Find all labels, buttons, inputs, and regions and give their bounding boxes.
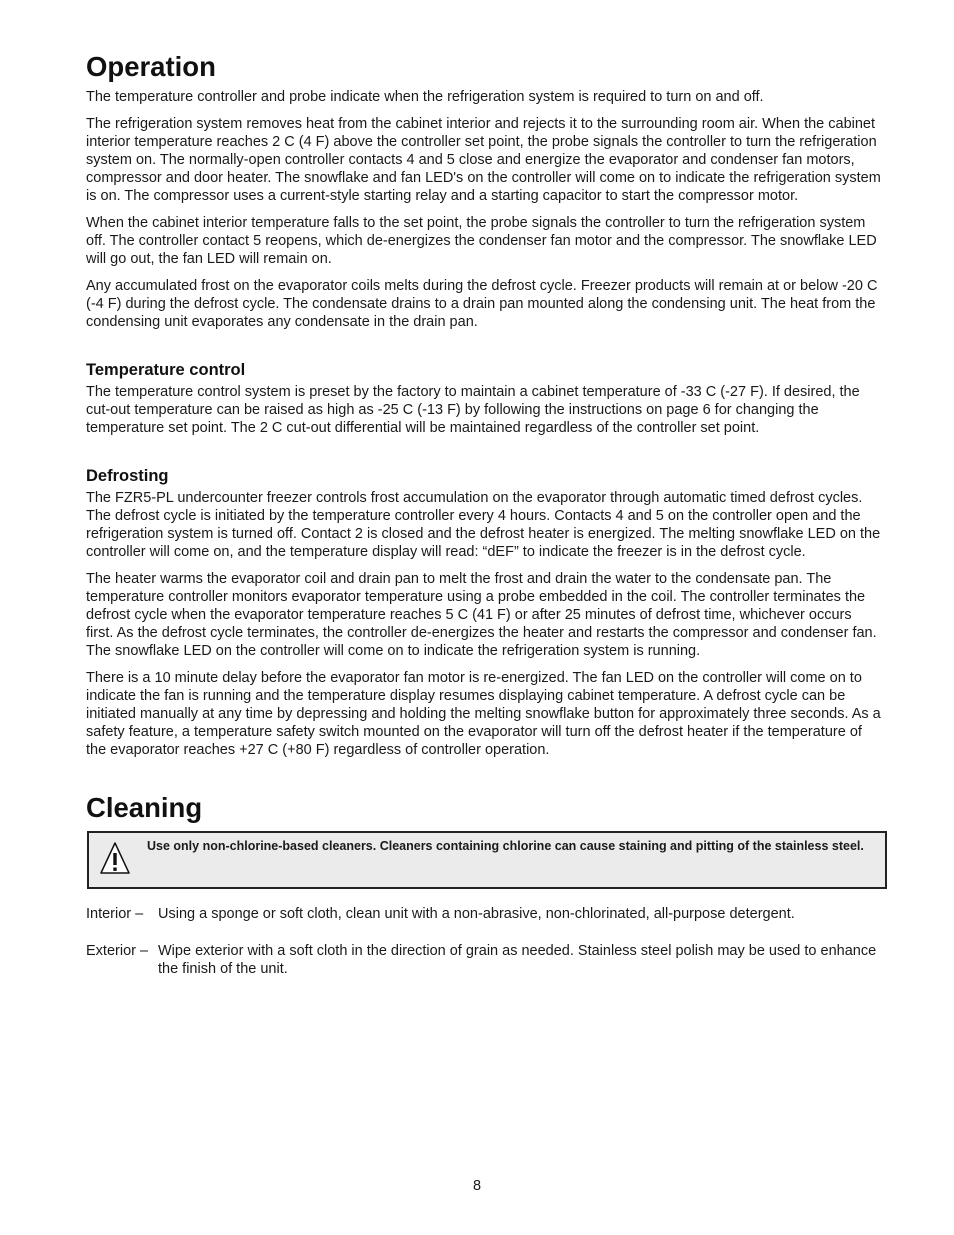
document-page <box>86 50 882 978</box>
defrosting-paragraph: The FZR5-PL undercounter freezer controls frost accumulation on the evaporator through automatic timed defrost cycles. The defrost cycle is initiated by the temperature controller every 4 hours. Contacts 4 and 5 on the controller open and the refrigeration system is turned off. Contact 2 is closed and the defrost heater is energized. The melting snowflake LED on the controller will come on, and the temperature display will read: “dEF” to indicate the freezer is in the defrost cycle. <box>86 490 881 560</box>
defrosting-paragraph: There is a 10 minute delay before the evaporator fan motor is re-energized. The fan LED on the controller will come on to indicate the fan is running and the temperature display resumes displaying cabinet temperature. A defrost cycle can be initiated manually at any time by depressing and holding the melting snowflake button for approximately three seconds. As a safety feature, a temperature safety switch mounted on the evaporator will turn off the defrost heater if the temperature of the evaporator reaches +27 C (+80 F) regardless of controller operation. <box>86 670 881 758</box>
page-number: 8 <box>472 1178 482 1194</box>
cleaning-item-label: Interior – <box>86 906 144 922</box>
operation-paragraph: Any accumulated frost on the evaporator coils melts during the defrost cycle. Freezer products will remain at or below -20 C (-4 F) during the defrost cycle. The condensate drains to a drain pan mounted along the condensing unit. The heat from the condensing unit evaporates any condensate in the drain pan. <box>86 278 878 330</box>
cleaning-item-label: Exterior – <box>86 943 149 959</box>
cleaning-heading: Cleaning <box>86 792 203 823</box>
temperature-control-heading: Temperature control <box>86 361 246 379</box>
warning-text: Use only non-chlorine-based cleaners. Cleaners containing chlorine can cause staining and pitting of the stainless steel. <box>147 839 864 853</box>
operation-paragraph: When the cabinet interior temperature falls to the set point, the probe signals the controller to turn the refrigeration system off. The controller contact 5 reopens, which de-energizes the condenser fan motor and the compressor. The snowflake LED will go out, the fan LED will remain on. <box>86 215 877 267</box>
cleaning-item-text: Using a sponge or soft cloth, clean unit with a non-abrasive, non-chlorinated, all-purpose detergent. <box>158 906 795 922</box>
cleaning-item-interior <box>86 905 882 923</box>
defrosting-heading: Defrosting <box>86 467 169 485</box>
operation-heading: Operation <box>86 51 216 82</box>
warning-triangle-icon <box>99 840 131 876</box>
cleaning-item-exterior <box>86 942 882 978</box>
defrosting-paragraph: The heater warms the evaporator coil and drain pan to melt the frost and drain the water to the condensate pan. The temperature controller monitors evaporator temperature using a probe embedded in the coil. The controller terminates the defrost cycle when the evaporator temperature reaches 5 C (41 F) or after 25 minutes of defrost time, whichever occurs first. As the defrost cycle terminates, the controller de-energizes the heater and restarts the compressor and condenser fan. The snowflake LED on the controller will come on to indicate the refrigeration system is running. <box>86 571 877 659</box>
temperature-control-paragraph: The temperature control system is preset by the factory to maintain a cabinet temperature of -33 C (-27 F). If desired, the cut-out temperature can be raised as high as -25 C (-13 F) by following the instructions on page 6 for changing the temperature set point. The 2 C cut-out differential will be maintained regardless of the controller set point. <box>86 384 860 436</box>
cleaning-item-text: Wipe exterior with a soft cloth in the direction of grain as needed. Stainless steel polish may be used to enhance the finish of the unit. <box>158 943 877 977</box>
operation-paragraph: The temperature controller and probe indicate when the refrigeration system is required to turn on and off. <box>86 89 764 105</box>
warning-box <box>87 831 887 889</box>
operation-paragraph: The refrigeration system removes heat from the cabinet interior and rejects it to the surrounding room air. When the cabinet interior temperature reaches 2 C (4 F) above the controller set point, the probe signals the controller to turn the refrigeration system on. The normally-open controller contacts 4 and 5 close and energize the evaporator and condenser fan motors, compressor and door heater. The snowflake and fan LED's on the controller will come on to indicate the refrigeration system is on. The compressor uses a current-style starting relay and a starting capacitor to start the compressor motor. <box>86 116 881 204</box>
